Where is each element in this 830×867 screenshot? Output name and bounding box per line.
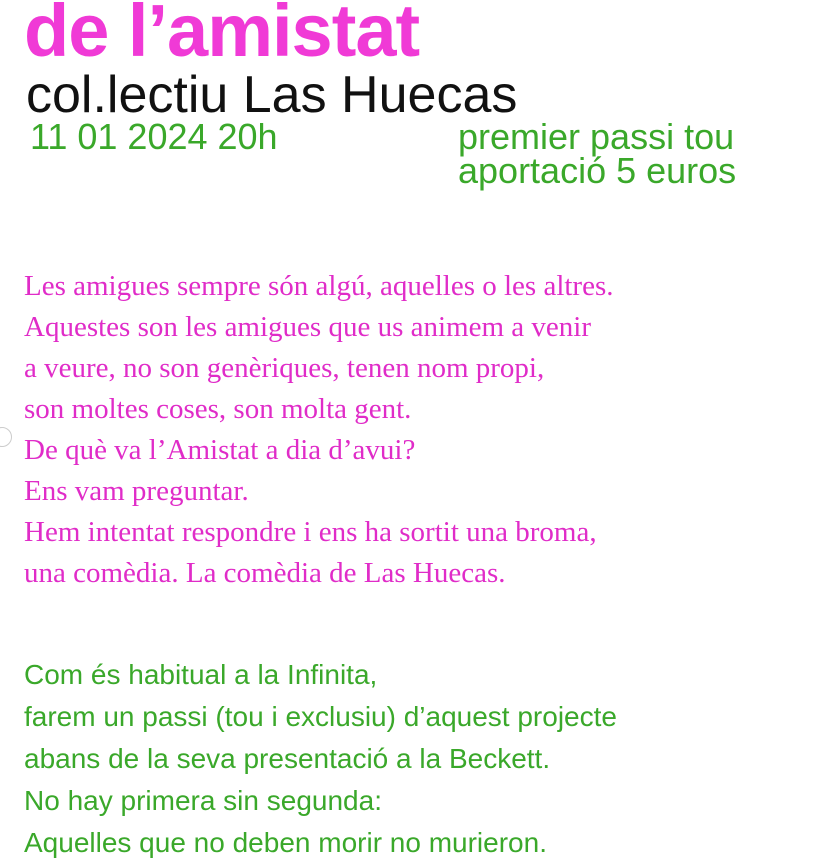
description-line: Aquestes son les amigues que us animem a venir xyxy=(24,311,591,343)
description-pink xyxy=(24,266,614,594)
poster-title: de l’amistat xyxy=(24,0,420,72)
description-line: a veure, no son genèriques, tenen nom propi, xyxy=(24,352,545,384)
description-line: Les amigues sempre són algú, aquelles o les altres. xyxy=(24,270,614,302)
info-line-passi: premier passi tou xyxy=(458,116,735,157)
event-date: 11 01 2024 20h xyxy=(30,116,278,157)
description-line: De què va l’Amistat a dia d’avui? xyxy=(24,434,416,466)
description-line: Ens vam preguntar. xyxy=(24,475,249,507)
event-info xyxy=(458,116,737,191)
description-green xyxy=(24,654,617,864)
page-edge-marker xyxy=(0,427,12,447)
description-line: una comèdia. La comèdia de Las Huecas. xyxy=(24,557,506,589)
note-line: farem un passi (tou i exclusiu) d’aquest projecte xyxy=(24,701,617,732)
collective-name: col.lectiu Las Huecas xyxy=(26,66,518,124)
note-line: Aquelles que no deben morir no murieron. xyxy=(24,827,547,858)
info-line-price: aportació 5 euros xyxy=(458,150,737,191)
description-line: son moltes coses, son molta gent. xyxy=(24,393,412,425)
description-line: Hem intentat respondre i ens ha sortit una broma, xyxy=(24,516,597,548)
note-line: abans de la seva presentació a la Beckett. xyxy=(24,743,551,774)
note-line: Com és habitual a la Infinita, xyxy=(24,659,378,690)
note-line: No hay primera sin segunda: xyxy=(24,785,382,816)
